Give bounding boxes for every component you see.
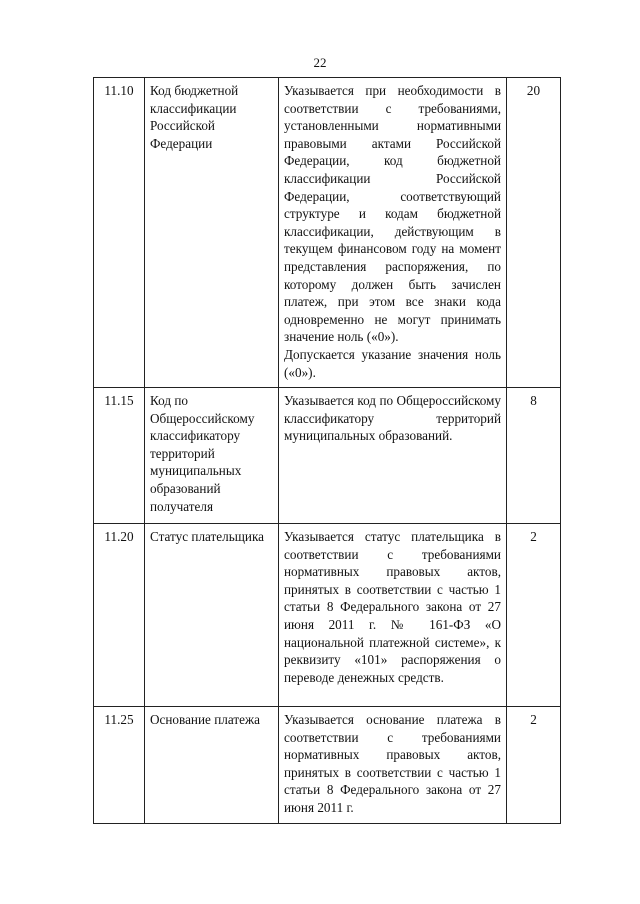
requisite-name: Статус плательщика — [145, 524, 279, 707]
field-length: 2 — [507, 707, 561, 824]
requisite-name: Код по Общероссийскому классификатору территорий муниципальных образований получателя — [145, 388, 279, 524]
row-number: 11.25 — [94, 707, 145, 824]
field-length: 2 — [507, 524, 561, 707]
requisites-table — [93, 77, 561, 824]
table-row — [94, 707, 561, 824]
row-number: 11.15 — [94, 388, 145, 524]
row-number: 11.20 — [94, 524, 145, 707]
field-length: 20 — [507, 78, 561, 388]
requisite-description — [279, 388, 507, 524]
table-row — [94, 388, 561, 524]
field-length: 8 — [507, 388, 561, 524]
requisite-name: Основание платежа — [145, 707, 279, 824]
requisite-description — [279, 78, 507, 388]
description-paragraph: Указывается основание платежа в соответствии с требованиями нормативных правовых актов, принятых в соответствии с частью 1 статьи 8 Федерального закона от 27 июня 2011 г. — [284, 712, 501, 816]
requisite-name: Код бюджетной классификации Российской Федерации — [145, 78, 279, 388]
description-paragraph: Указывается при необходимости в соответствии с требованиями, установленными нормативными правовыми актами Российской Федерации, код бюджетной классификации Российской Федерации, соответствующий структуре и кодам бюджетной классификации, действующим в текущем финансовом году на момент представления распоряжения, по которому должен быть зачислен платеж, при этом все знаки кода одновременно не могут принимать значение ноль («0»). — [284, 83, 501, 345]
requisite-description — [279, 524, 507, 707]
description-paragraph: Допускается указание значения ноль («0»). — [284, 346, 501, 380]
row-number: 11.10 — [94, 78, 145, 388]
description-paragraph: Указывается статус плательщика в соответствии с требованиями нормативных правовых актов, принятых в соответствии с частью 1 статьи 8 Федерального закона от 27 июня 2011 г. № 161-ФЗ «О национальной платежной системе», к реквизиту «101» распоряжения о переводе денежных средств. — [284, 529, 501, 685]
table-row — [94, 524, 561, 707]
table-row — [94, 78, 561, 388]
page-number: 22 — [313, 55, 327, 70]
description-paragraph: Указывается код по Общероссийскому классификатору территорий муниципальных образований. — [284, 393, 501, 444]
requisite-description — [279, 707, 507, 824]
